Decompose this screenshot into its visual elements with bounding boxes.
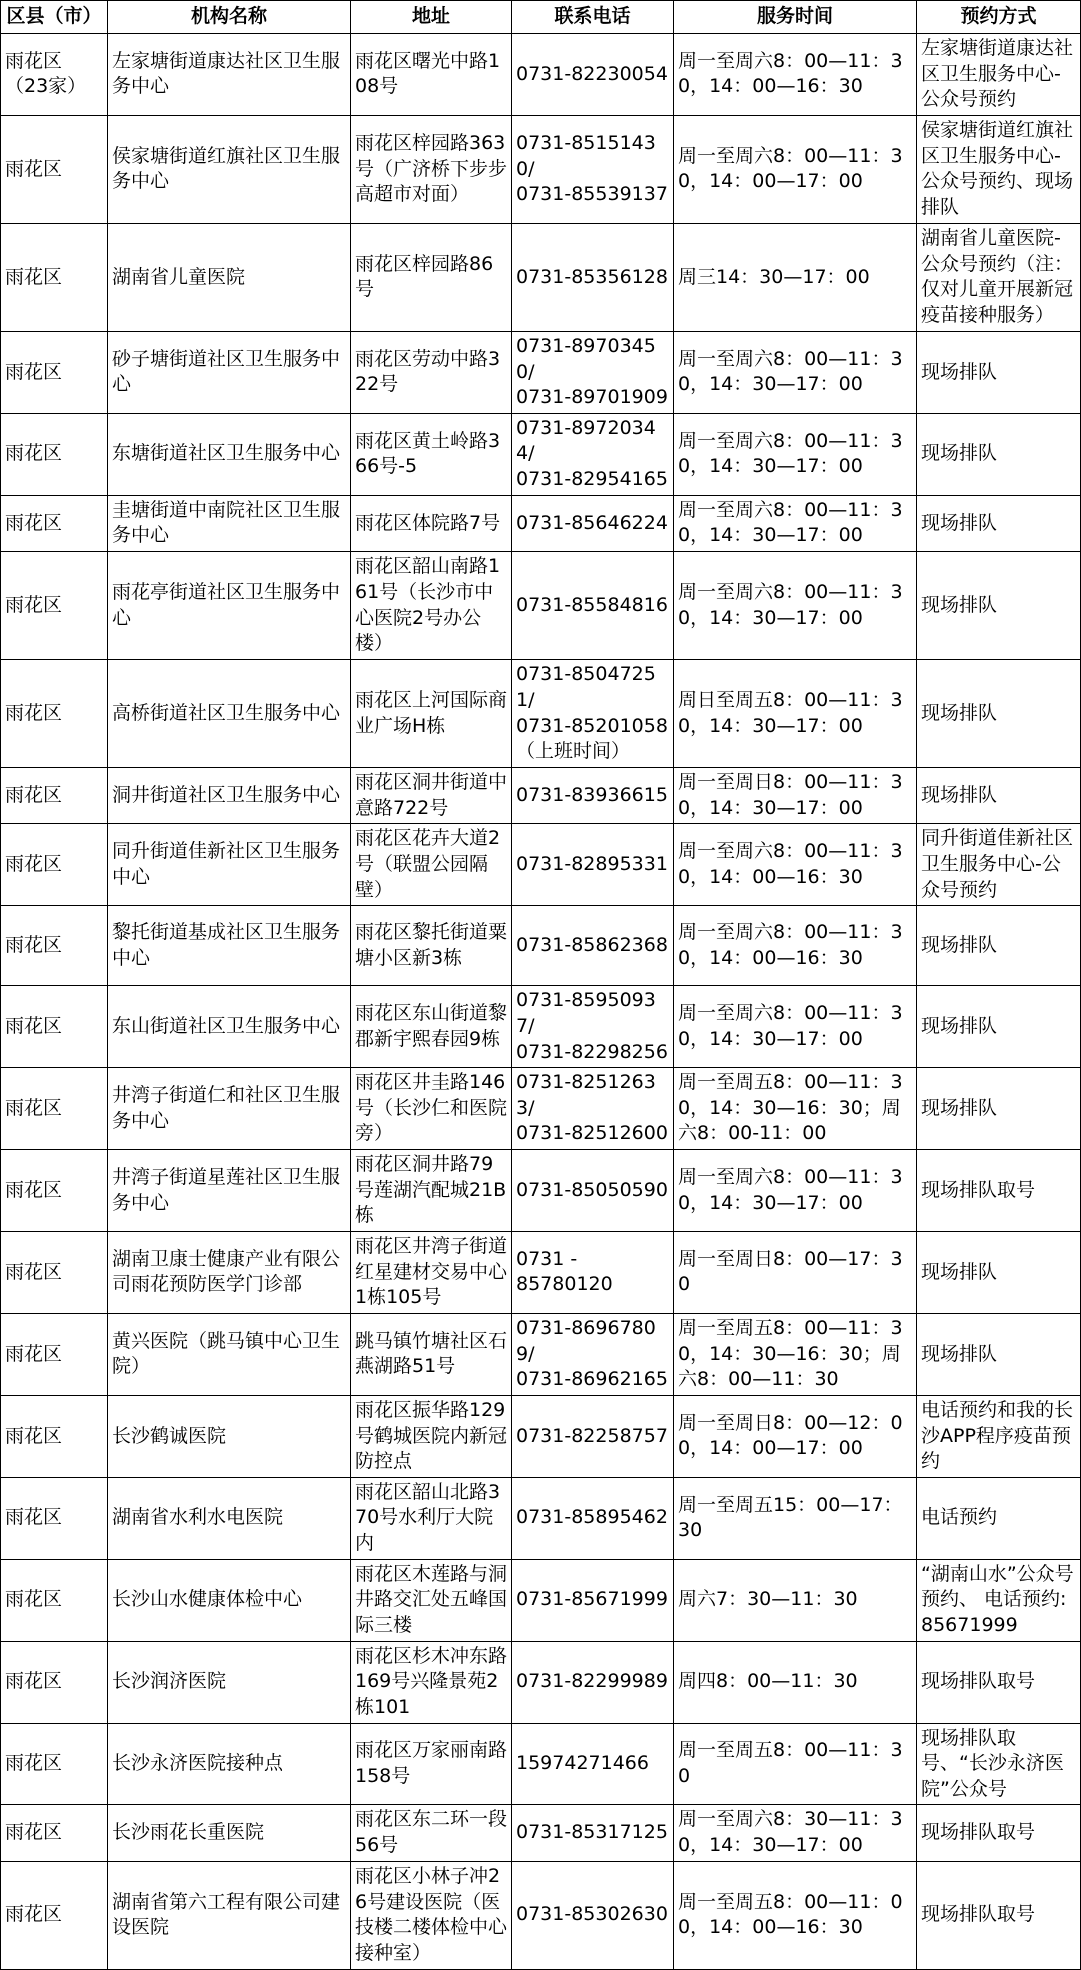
- service-hours-cell: 周一至周五8：00—11：30，14：30—16：30；周六8：00—11：30: [674, 1313, 917, 1395]
- booking-method-cell: 现场排队: [917, 768, 1081, 824]
- district-cell: 雨花区: [1, 1477, 108, 1559]
- service-hours-cell: 周一至周六8：00—11：30，14：00—16：30: [674, 824, 917, 906]
- phone-cell: 0731-85950937/ 0731-82298256: [512, 986, 674, 1068]
- service-hours-cell: 周一至周六8：00—11：30，14：00—16：30: [674, 34, 917, 116]
- service-hours-cell: 周一至周五15：00—17：30: [674, 1477, 917, 1559]
- booking-method-cell: 电话预约: [917, 1477, 1081, 1559]
- phone-cell: 0731-85646224: [512, 495, 674, 551]
- address-cell: 雨花区曙光中路108号: [351, 34, 512, 116]
- address-cell: 雨花区振华路129号鹤城医院内新冠防控点: [351, 1395, 512, 1477]
- district-cell: 雨花区: [1, 1559, 108, 1641]
- address-cell: 雨花区井湾子街道红星建材交易中心1栋105号: [351, 1232, 512, 1314]
- phone-cell: 0731-82512633/ 0731-82512600: [512, 1068, 674, 1150]
- district-cell: 雨花区: [1, 1313, 108, 1395]
- phone-cell: 0731-82895331: [512, 824, 674, 906]
- booking-method-cell: 现场排队: [917, 906, 1081, 986]
- phone-cell: 0731-85356128: [512, 223, 674, 331]
- district-cell: 雨花区: [1, 1861, 108, 1969]
- address-cell: 雨花区劳动中路322号: [351, 331, 512, 413]
- address-cell: 雨花区上河国际商业广场H栋: [351, 660, 512, 768]
- table-row: [1, 552, 1081, 660]
- institution-name-cell: 湖南卫康士健康产业有限公司雨花预防医学门诊部: [108, 1232, 351, 1314]
- district-cell: 雨花区: [1, 552, 108, 660]
- institution-name-cell: 长沙雨花长重医院: [108, 1805, 351, 1861]
- booking-method-cell: 现场排队: [917, 552, 1081, 660]
- service-hours-cell: 周一至周日8：00—11：30，14：30—17：00: [674, 768, 917, 824]
- address-cell: 雨花区洞井街道中意路722号: [351, 768, 512, 824]
- booking-method-cell: 现场排队: [917, 1313, 1081, 1395]
- district-cell: 雨花区 （23家）: [1, 34, 108, 116]
- phone-cell: 0731-85895462: [512, 1477, 674, 1559]
- header-service-hours: 服务时间: [674, 1, 917, 34]
- address-cell: 雨花区木莲路与洞井路交汇处五峰国际三楼: [351, 1559, 512, 1641]
- address-cell: 雨花区花卉大道2号（联盟公园隔壁）: [351, 824, 512, 906]
- phone-cell: 0731-85584816: [512, 552, 674, 660]
- header-phone: 联系电话: [512, 1, 674, 34]
- booking-method-cell: 现场排队取号、“长沙永济医院”公众号: [917, 1723, 1081, 1805]
- institution-name-cell: 圭塘街道中南院社区卫生服务中心: [108, 495, 351, 551]
- institution-name-cell: 井湾子街道仁和社区卫生服务中心: [108, 1068, 351, 1150]
- institution-name-cell: 雨花亭街道社区卫生服务中心: [108, 552, 351, 660]
- district-cell: 雨花区: [1, 824, 108, 906]
- district-cell: 雨花区: [1, 1723, 108, 1805]
- address-cell: 雨花区黄土岭路366号-5: [351, 413, 512, 495]
- district-cell: 雨花区: [1, 223, 108, 331]
- address-cell: 雨花区黎托街道粟塘小区新3栋: [351, 906, 512, 986]
- service-hours-cell: 周一至周五8：00—11：30: [674, 1723, 917, 1805]
- institution-name-cell: 湖南省第六工程有限公司建设医院: [108, 1861, 351, 1969]
- service-hours-cell: 周一至周六8：00—11：30，14：00—17：00: [674, 115, 917, 223]
- table-row: [1, 986, 1081, 1068]
- institution-name-cell: 侯家塘街道红旗社区卫生服务中心: [108, 115, 351, 223]
- district-cell: 雨花区: [1, 906, 108, 986]
- booking-method-cell: 现场排队取号: [917, 1861, 1081, 1969]
- address-cell: 雨花区万家丽南路158号: [351, 1723, 512, 1805]
- phone-cell: 0731-85047251/ 0731-85201058 （上班时间）: [512, 660, 674, 768]
- booking-method-cell: 现场排队取号: [917, 1805, 1081, 1861]
- booking-method-cell: 左家塘街道康达社区卫生服务中心-公众号预约: [917, 34, 1081, 116]
- booking-method-cell: 现场排队: [917, 660, 1081, 768]
- district-cell: 雨花区: [1, 1641, 108, 1723]
- service-hours-cell: 周日至周五8：00—11：30，14：30—17：00: [674, 660, 917, 768]
- phone-cell: 0731-85317125: [512, 1805, 674, 1861]
- institution-name-cell: 黎托街道基成社区卫生服务中心: [108, 906, 351, 986]
- booking-method-cell: 现场排队取号: [917, 1150, 1081, 1232]
- table-row: [1, 1641, 1081, 1723]
- address-cell: 雨花区梓园路363号（广济桥下步步高超市对面）: [351, 115, 512, 223]
- table-row: [1, 223, 1081, 331]
- table-row: [1, 1861, 1081, 1969]
- district-cell: 雨花区: [1, 115, 108, 223]
- service-hours-cell: 周一至周日8：00—12：00，14：00—17：00: [674, 1395, 917, 1477]
- phone-cell: 0731-82230054: [512, 34, 674, 116]
- header-booking-method: 预约方式: [917, 1, 1081, 34]
- table-row: [1, 1068, 1081, 1150]
- booking-method-cell: 同升街道佳新社区卫生服务中心-公众号预约: [917, 824, 1081, 906]
- institution-name-cell: 湖南省水利水电医院: [108, 1477, 351, 1559]
- institution-name-cell: 长沙山水健康体检中心: [108, 1559, 351, 1641]
- table-row: [1, 1395, 1081, 1477]
- booking-method-cell: 侯家塘街道红旗社区卫生服务中心-公众号预约、现场排队: [917, 115, 1081, 223]
- booking-method-cell: “湖南山水”公众号预约、 电话预约:85671999: [917, 1559, 1081, 1641]
- institution-name-cell: 砂子塘街道社区卫生服务中心: [108, 331, 351, 413]
- booking-method-cell: 湖南省儿童医院-公众号预约（注：仅对儿童开展新冠疫苗接种服务）: [917, 223, 1081, 331]
- phone-cell: 15974271466: [512, 1723, 674, 1805]
- service-hours-cell: 周一至周六8：00—11：30，14：30—17：00: [674, 986, 917, 1068]
- address-cell: 雨花区小林子冲26号建设医院（医技楼二楼体检中心接种室）: [351, 1861, 512, 1969]
- address-cell: 雨花区韶山南路161号（长沙市中心医院2号办公楼）: [351, 552, 512, 660]
- address-cell: 雨花区梓园路86号: [351, 223, 512, 331]
- booking-method-cell: 现场排队取号: [917, 1641, 1081, 1723]
- address-cell: 雨花区韶山北路370号水利厅大院内: [351, 1477, 512, 1559]
- booking-method-cell: 现场排队: [917, 1068, 1081, 1150]
- address-cell: 雨花区洞井路79号莲湖汽配城21B栋: [351, 1150, 512, 1232]
- phone-cell: 0731-86967809/ 0731-86962165: [512, 1313, 674, 1395]
- service-hours-cell: 周四8：00—11：30: [674, 1641, 917, 1723]
- district-cell: 雨花区: [1, 660, 108, 768]
- district-cell: 雨花区: [1, 1068, 108, 1150]
- address-cell: 雨花区东二环一段56号: [351, 1805, 512, 1861]
- table-row: [1, 824, 1081, 906]
- booking-method-cell: 现场排队: [917, 1232, 1081, 1314]
- service-hours-cell: 周一至周五8：00—11：00，14：00—16：30: [674, 1861, 917, 1969]
- address-cell: 雨花区井圭路146号（长沙仁和医院旁）: [351, 1068, 512, 1150]
- phone-cell: 0731-85151430/ 0731-85539137: [512, 115, 674, 223]
- table-row: [1, 1723, 1081, 1805]
- institution-name-cell: 黄兴医院（跳马镇中心卫生院）: [108, 1313, 351, 1395]
- table-row: [1, 1313, 1081, 1395]
- phone-cell: 0731-89703450/ 0731-89701909: [512, 331, 674, 413]
- table-row: [1, 495, 1081, 551]
- service-hours-cell: 周一至周日8：00—17：30: [674, 1232, 917, 1314]
- district-cell: 雨花区: [1, 986, 108, 1068]
- institution-name-cell: 湖南省儿童医院: [108, 223, 351, 331]
- header-institution-name: 机构名称: [108, 1, 351, 34]
- booking-method-cell: 现场排队: [917, 331, 1081, 413]
- service-hours-cell: 周一至周五8：00—11：30，14：30—16：30；周六8：00-11：00: [674, 1068, 917, 1150]
- table-row: [1, 115, 1081, 223]
- district-cell: 雨花区: [1, 1150, 108, 1232]
- header-district: 区县（市）: [1, 1, 108, 34]
- table-row: [1, 660, 1081, 768]
- service-hours-cell: 周一至周六8：30—11：30，14：30—17：00: [674, 1805, 917, 1861]
- service-hours-cell: 周一至周六8：00—11：30，14：30—17：00: [674, 1150, 917, 1232]
- address-cell: 跳马镇竹塘社区石燕湖路51号: [351, 1313, 512, 1395]
- booking-method-cell: 现场排队: [917, 495, 1081, 551]
- phone-cell: 0731-89720344/ 0731-82954165: [512, 413, 674, 495]
- district-cell: 雨花区: [1, 1232, 108, 1314]
- phone-cell: 0731-83936615: [512, 768, 674, 824]
- phone-cell: 0731-85862368: [512, 906, 674, 986]
- service-hours-cell: 周六7：30—11：30: [674, 1559, 917, 1641]
- district-cell: 雨花区: [1, 768, 108, 824]
- table-row: [1, 906, 1081, 986]
- booking-method-cell: 电话预约和我的长沙APP程序疫苗预约: [917, 1395, 1081, 1477]
- booking-method-cell: 现场排队: [917, 986, 1081, 1068]
- district-cell: 雨花区: [1, 1805, 108, 1861]
- district-cell: 雨花区: [1, 495, 108, 551]
- phone-cell: 0731-82258757: [512, 1395, 674, 1477]
- booking-method-cell: 现场排队: [917, 413, 1081, 495]
- institution-name-cell: 东塘街道社区卫生服务中心: [108, 413, 351, 495]
- phone-cell: 0731-85671999: [512, 1559, 674, 1641]
- table-row: [1, 1232, 1081, 1314]
- table-row: [1, 1559, 1081, 1641]
- service-hours-cell: 周一至周六8：00—11：30，14：30—17：00: [674, 331, 917, 413]
- district-cell: 雨花区: [1, 1395, 108, 1477]
- header-row: [1, 1, 1081, 34]
- service-hours-cell: 周一至周六8：00—11：30，14：00—16：30: [674, 906, 917, 986]
- service-hours-cell: 周一至周六8：00—11：30，14：30—17：00: [674, 552, 917, 660]
- table-row: [1, 768, 1081, 824]
- service-hours-cell: 周三14：30—17：00: [674, 223, 917, 331]
- district-cell: 雨花区: [1, 331, 108, 413]
- service-hours-cell: 周一至周六8：00—11：30，14：30—17：00: [674, 495, 917, 551]
- table-row: [1, 34, 1081, 116]
- institution-name-cell: 同升街道佳新社区卫生服务中心: [108, 824, 351, 906]
- address-cell: 雨花区东山街道黎郡新宇熙春园9栋: [351, 986, 512, 1068]
- table-row: [1, 331, 1081, 413]
- institution-name-cell: 长沙永济医院接种点: [108, 1723, 351, 1805]
- service-hours-cell: 周一至周六8：00—11：30，14：30—17：00: [674, 413, 917, 495]
- table-row: [1, 1150, 1081, 1232]
- table-row: [1, 413, 1081, 495]
- institution-name-cell: 井湾子街道星莲社区卫生服务中心: [108, 1150, 351, 1232]
- phone-cell: 0731-82299989: [512, 1641, 674, 1723]
- address-cell: 雨花区杉木冲东路169号兴隆景苑2栋101: [351, 1641, 512, 1723]
- institution-name-cell: 长沙鹤诚医院: [108, 1395, 351, 1477]
- address-cell: 雨花区体院路7号: [351, 495, 512, 551]
- header-address: 地址: [351, 1, 512, 34]
- table-row: [1, 1805, 1081, 1861]
- phone-cell: 0731-85050590: [512, 1150, 674, 1232]
- institution-name-cell: 左家塘街道康达社区卫生服务中心: [108, 34, 351, 116]
- district-cell: 雨花区: [1, 413, 108, 495]
- phone-cell: 0731-85302630: [512, 1861, 674, 1969]
- phone-cell: 0731 - 85780120: [512, 1232, 674, 1314]
- institution-name-cell: 洞井街道社区卫生服务中心: [108, 768, 351, 824]
- institution-name-cell: 东山街道社区卫生服务中心: [108, 986, 351, 1068]
- institution-name-cell: 长沙润济医院: [108, 1641, 351, 1723]
- institution-name-cell: 高桥街道社区卫生服务中心: [108, 660, 351, 768]
- table-row: [1, 1477, 1081, 1559]
